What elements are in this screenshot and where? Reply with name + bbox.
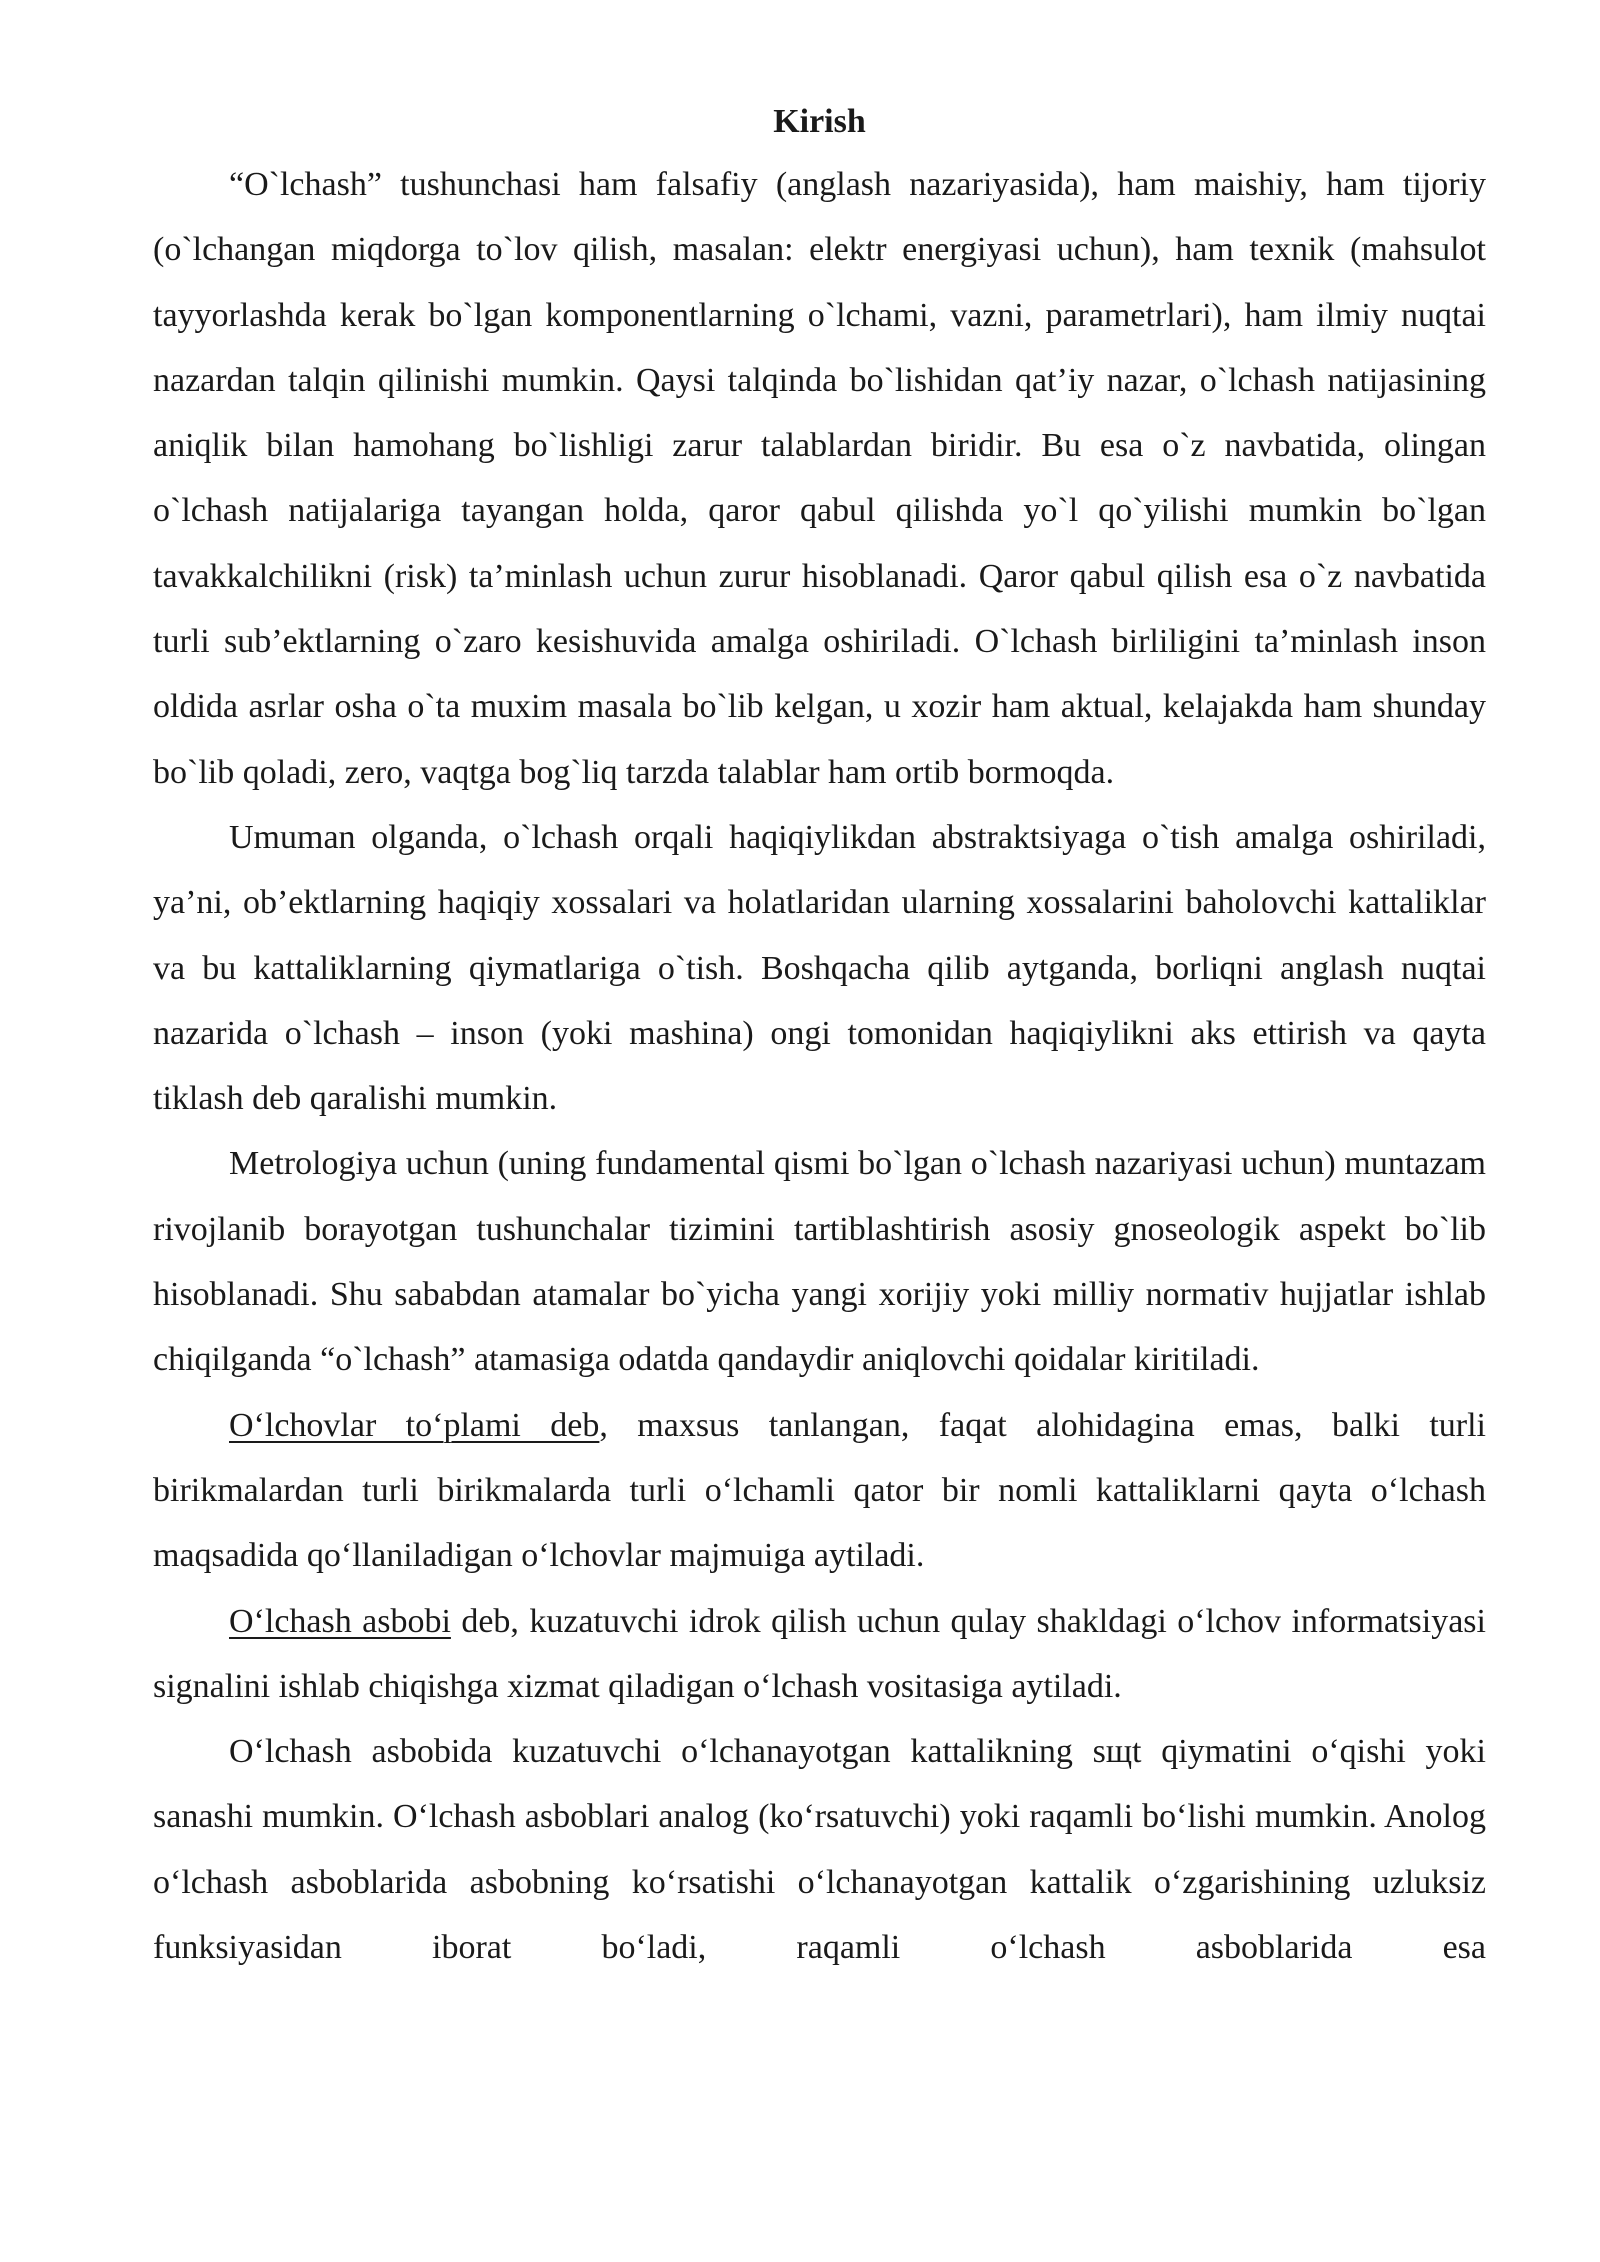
paragraph-text: O‘lchash asbobida kuzatuvchi o‘lchanayotgan kattalikning sщt qiymatini o‘qishi yoki sanashi mumkin. O‘lchash asboblari analog (ko‘rsatuvchi) yoki raqamli bo‘lishi mumkin. Anolog o‘lchash asboblarida asbobning ko‘rsatishi o‘lchanayotgan kattalik o‘zgarishining uzluksiz funksiyasidan iborat bo‘ladi, raqamli o‘lchash asboblarida esa (153, 1733, 1486, 1967)
page-title: Kirish (773, 103, 866, 140)
paragraph-analog-digital (153, 1719, 1486, 1980)
paragraph-text: Umuman olganda, o`lchash orqali haqiqiylikdan abstraktsiyaga o`tish amalga oshiriladi, ya’ni, ob’ektlarning haqiqiy xossalari va holatlaridan ularning xossalarini baholovchi kattaliklar va bu kattaliklarning qiymatlariga o`tish. Boshqacha qilib aytganda, borliqni anglash nuqtai nazarida o`lchash – inson (yoki mashina) ongi tomonidan haqiqiylikni aks ettirish va qayta tiklash deb qaralishi mumkin. (153, 818, 1486, 1118)
document-body (153, 92, 1486, 1980)
paragraph-metrology (153, 1131, 1486, 1392)
paragraph-measure-set (153, 1393, 1486, 1589)
term-measure-set: O‘lchovlar to‘plami deb (229, 1406, 600, 1444)
paragraph-abstraction (153, 805, 1486, 1131)
term-measuring-instrument: O‘lchash asbobi (229, 1602, 451, 1640)
paragraph-intro (153, 152, 1486, 805)
paragraph-measuring-instrument (153, 1589, 1486, 1720)
paragraph-text: , maxsus tanlangan, faqat alohidagina emas, balki turli birikmalardan turli birikmalarda turli o‘lchamli qator bir nomli kattaliklarni qayta o‘lchash maqsadida qo‘llaniladigan o‘lchovlar majmuiga aytiladi. (153, 1406, 1487, 1575)
paragraph-text: deb, kuzatuvchi idrok qilish uchun qulay shakldagi o‘lchov informatsiyasi signalini ishlab chiqishga xizmat qiladigan o‘lchash vositasiga aytiladi. (153, 1602, 1486, 1705)
paragraph-text: Metrologiya uchun (uning fundamental qismi bo`lgan o`lchash nazariyasi uchun) muntazam rivojlanib borayotgan tushunchalar tizimini tartiblashtirish asosiy gnoseologik aspekt bo`lib hisoblanadi. Shu sababdan atamalar bo`yicha yangi xorijiy yoki milliy normativ hujjatlar ishlab chiqilganda “o`lchash” atamasiga odatda qandaydir aniqlovchi qoidalar kiritiladi. (153, 1145, 1486, 1379)
paragraph-text: “O`lchash” tushunchasi ham falsafiy (anglash nazariyasida), ham maishiy, ham tijoriy (o`lchangan miqdorga to`lov qilish, masalan: elektr energiyasi uchun), ham texnik (mahsulot tayyorlashda kerak bo`lgan komponentlarning o`lchami, vazni, parametrlari), ham ilmiy nuqtai nazardan talqin qilinishi mumkin. Qaysi talqinda bo`lishidan qat’iy nazar, o`lchash natijasining aniqlik bilan hamohang bo`lishligi zarur talablardan biridir. Bu esa o`z navbatida, olingan o`lchash natijalariga tayangan holda, qaror qabul qilishda yo`l qo`yilishi mumkin bo`lgan tavakkalchilikni (risk) ta’minlash uchun zurur hisoblanadi. Qaror qabul qilish esa o`z navbatida turli sub’ektlarning o`zaro kesishuvida amalga oshiriladi. O`lchash birliligini ta’minlash inson oldida asrlar osha o`ta muxim masala bo`lib kelgan, u xozir ham aktual, kelajakda ham shunday bo`lib qoladi, zero, vaqtga bog`liq tarzda talablar ham ortib bormoqda. (153, 166, 1486, 791)
